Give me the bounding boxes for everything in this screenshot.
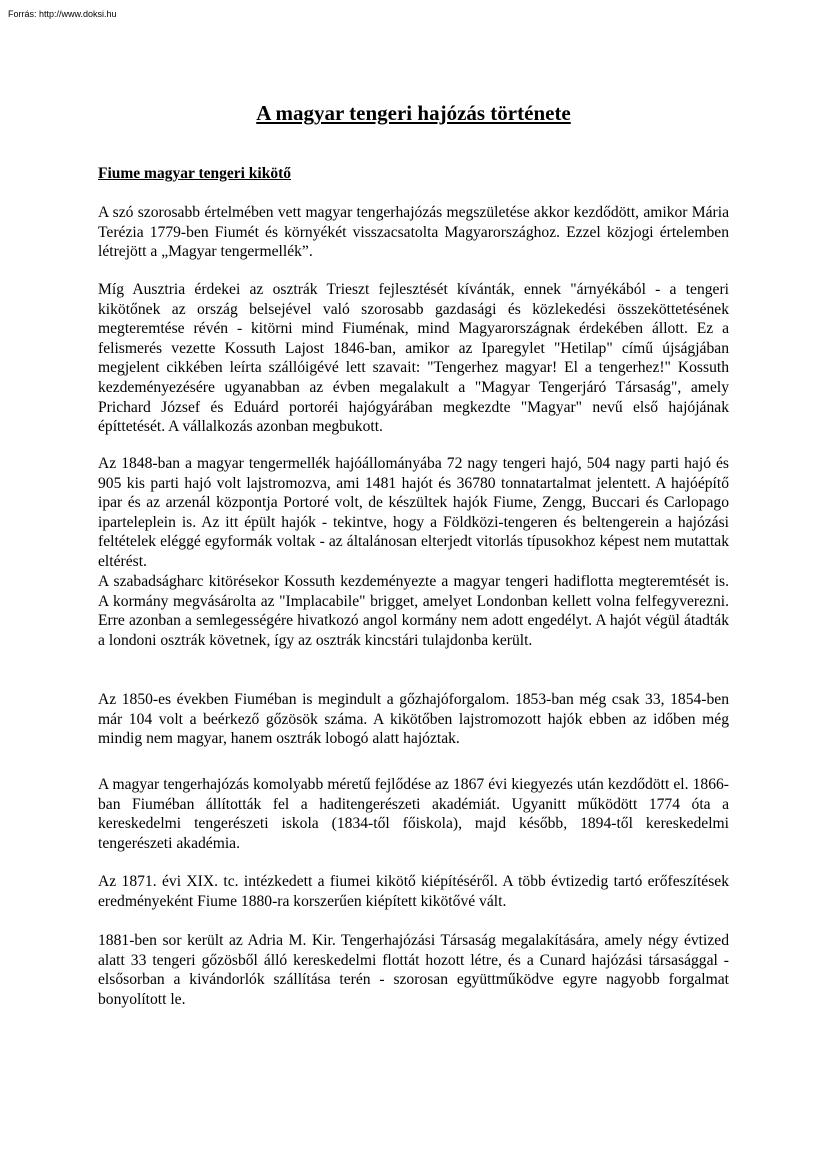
paragraph: Míg Ausztria érdekei az osztrák Trieszt fejlesztését kívánták, ennek "árnyékából - a tengeri kikötőnek az ország belsejével való szorosabb gazdasági és közlekedési összeköttetésének megteremtése révén - kitörni mind Fiuménak, mind Magyarországnak érdekében állott. Ez a felismerés vezette Kossuth Lajost 1846-ban, amikor az Iparegylet "Hetilap" című újságjában megjelent cikkében leírta szállóigévé lett szavait: "Tengerhez magyar! El a tengerhez!" Kossuth kezdeményezésére ugyanabban az évben megalakult a "Magyar Tengerjáró Társaság", amely Prichard József és Eduárd portoréi hajógyárában megkezdte "Magyar" nevű első hajójának építtetését. A vállalkozás azonban megbukott.: [98, 281, 729, 436]
page-title: A magyar tengeri hajózás története: [256, 101, 571, 125]
paragraph: A magyar tengerhajózás komolyabb méretű fejlődése az 1867 évi kiegyezés után kezdődött el. 1866-ban Fiuméban állították fel a haditengerészeti akadémiát. Ugyanitt működött 1774 óta a kereskedelmi tengerészeti iskola (1834-től főiskola), majd később, 1894-től kereskedelmi tengerészeti akadémia.: [98, 776, 729, 852]
paragraph: Az 1848-ban a magyar tengermellék hajóállományába 72 nagy tengeri hajó, 504 nagy parti hajó és 905 kis parti hajó volt lajstromozva, ami 1481 hajót és 36780 tonnatartalmat jelentett. A hajóépítő ipar és az arzenál központja Portoré volt, de készültek hajók Fiume, Zengg, Buccari és Carlopago iparteleplein is. Az itt épült hajók - tekintve, hogy a Földközi-tengeren és beltengerein a hajózási feltételek eléggé egyformák voltak - az általánosan elterjedt vitorlás típusokhoz képest nem mutattak eltérést.: [98, 455, 729, 570]
paragraph: 1881-ben sor került az Adria M. Kir. Tengerhajózási Társaság megalakítására, amely négy évtized alatt 33 tengeri gőzösből álló kereskedelmi flottát hozott létre, és a Cunard hajózási társasággal - elsősorban a kivándorlók szállítása terén - szorosan együttműködve egyre nagyobb forgalmat bonyolított le.: [98, 932, 729, 1008]
paragraph: Az 1850-es években Fiuméban is megindult a gőzhajóforgalom. 1853-ban még csak 33, 1854-ben már 104 volt a beérkező gőzösök száma. A kikötőben lajstromozott hajók ebben az időben még mindig nem magyar, hanem osztrák lobogó alatt hajóztak.: [98, 691, 729, 748]
paragraph: Az 1871. évi XIX. tc. intézkedett a fiumei kikötő kiépítéséről. A több évtizedig tartó erőfeszítések eredményeként Fiume 1880-ra korszerűen kiépített kikötővé vált.: [98, 873, 729, 910]
paragraph: A szabadságharc kitörésekor Kossuth kezdeményezte a magyar tengeri hadiflotta megteremtését is. A kormány megvásárolta az "Implacabile" brigget, amelyet Londonban kellett volna felfegyverezni. Erre azonban a semlegességére hivatkozó angol kormány nem adott engedélyt. A hajót végül átadták a londoni osztrák követnek, így az osztrák kincstári tulajdonba került.: [98, 573, 729, 649]
paragraph: A szó szorosabb értelmében vett magyar tengerhajózás megszületése akkor kezdődött, amikor Mária Terézia 1779-ben Fiumét és környékét visszacsatolta Magyarországhoz. Ezzel közjogi értelemben létrejött a „Magyar tengermellék”.: [98, 204, 729, 261]
source-line: Forrás: http://www.doksi.hu: [8, 9, 117, 19]
section-heading: Fiume magyar tengeri kikötő: [98, 165, 292, 182]
